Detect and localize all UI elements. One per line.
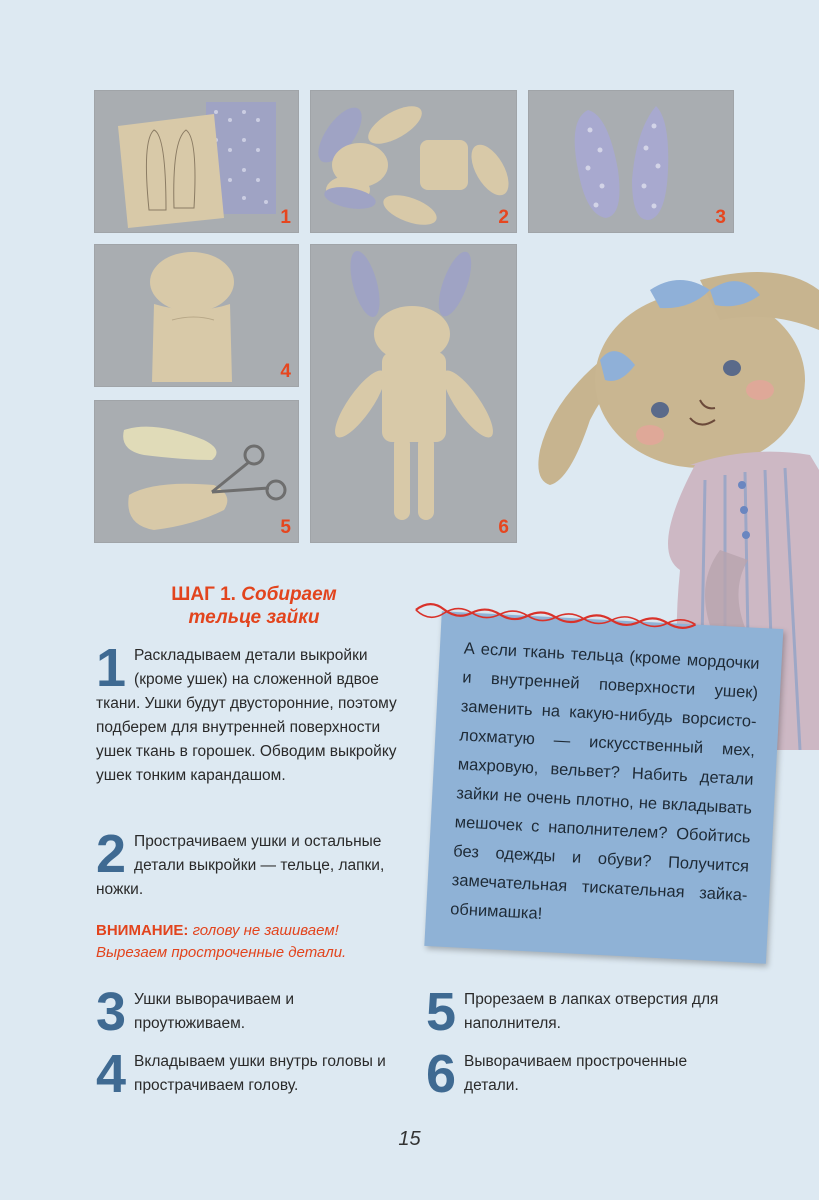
item-number: 3 <box>96 982 127 1042</box>
item-number: 1 <box>96 638 127 698</box>
turned-pieces-image <box>310 244 517 543</box>
item-text: Прорезаем в лапках отверстия для наполнителя. <box>464 991 719 1032</box>
fabric-pattern-image <box>94 90 299 233</box>
photo-step-5 <box>94 400 299 543</box>
item-text: Вкладываем ушки внутрь головы и прострачиваем голову. <box>134 1053 386 1094</box>
instruction-item-4 <box>96 1044 402 1104</box>
scissors-legs-image <box>94 400 299 543</box>
warning-label: ВНИМАНИЕ: <box>96 922 189 939</box>
tip-note-text: А если ткань тельца (кроме мордочки и внутренней поверхности ушек) заменить на какую-нибудь ворсисто-лохматую — искусственный мех, махровую, вельвет? Набить детали зайки не очень плотно, не вкладывать мешочек с наполнителем? Обойтись без одежды и обуви? Получится замечательная тискательная зайка-обнимашка! <box>449 639 760 923</box>
photo-number: 2 <box>498 207 509 228</box>
tip-note-box <box>424 611 783 963</box>
photo-step-6 <box>310 244 517 543</box>
item-number: 5 <box>426 982 457 1042</box>
photo-number: 4 <box>280 361 291 382</box>
photo-step-4 <box>94 244 299 387</box>
instruction-item-2 <box>96 824 408 902</box>
photo-number: 1 <box>280 207 291 228</box>
photo-step-3 <box>528 90 734 233</box>
instruction-item-6 <box>426 1044 726 1104</box>
step-heading-prefix: ШАГ 1. <box>171 584 236 605</box>
item-text: Ушки выворачиваем и проутюживаем. <box>134 991 294 1032</box>
instruction-item-1 <box>96 638 408 788</box>
instruction-item-3 <box>96 982 396 1042</box>
item-text: Выворачиваем простроченные детали. <box>464 1053 688 1094</box>
instruction-item-5 <box>426 982 736 1042</box>
photo-number: 3 <box>715 207 726 228</box>
page-number: 15 <box>398 1128 421 1150</box>
photo-step-2 <box>310 90 517 233</box>
photo-step-1 <box>94 90 299 233</box>
step-heading <box>120 583 388 629</box>
pattern-pieces-image <box>310 90 517 233</box>
ears-image <box>528 90 734 233</box>
item-text: Прострачиваем ушки и остальные детали выкройки — тельце, лапки, ножки. <box>96 833 385 898</box>
head-body-image <box>94 244 299 387</box>
item-number: 4 <box>96 1044 127 1104</box>
tip-note <box>424 603 784 965</box>
step-heading-emph-1: Собираем <box>241 584 337 605</box>
item-number: 6 <box>426 1044 457 1104</box>
warning-note <box>96 920 406 964</box>
warning-text-2: Вырезаем простроченные детали. <box>96 944 347 961</box>
photo-number: 5 <box>280 517 291 538</box>
item-text: Раскладываем детали выкройки (кроме ушек) на сложенной вдвое ткани. Ушки будут двусторонние, поэтому подберем для внутренней поверхности ушек ткань в горошек. Обводим выкройку ушек тонким карандашом. <box>96 647 397 784</box>
warning-text-1: голову не зашиваем! <box>192 922 339 939</box>
photo-number: 6 <box>498 517 509 538</box>
item-number: 2 <box>96 824 127 884</box>
step-heading-emph-2: тельце зайки <box>188 607 320 628</box>
